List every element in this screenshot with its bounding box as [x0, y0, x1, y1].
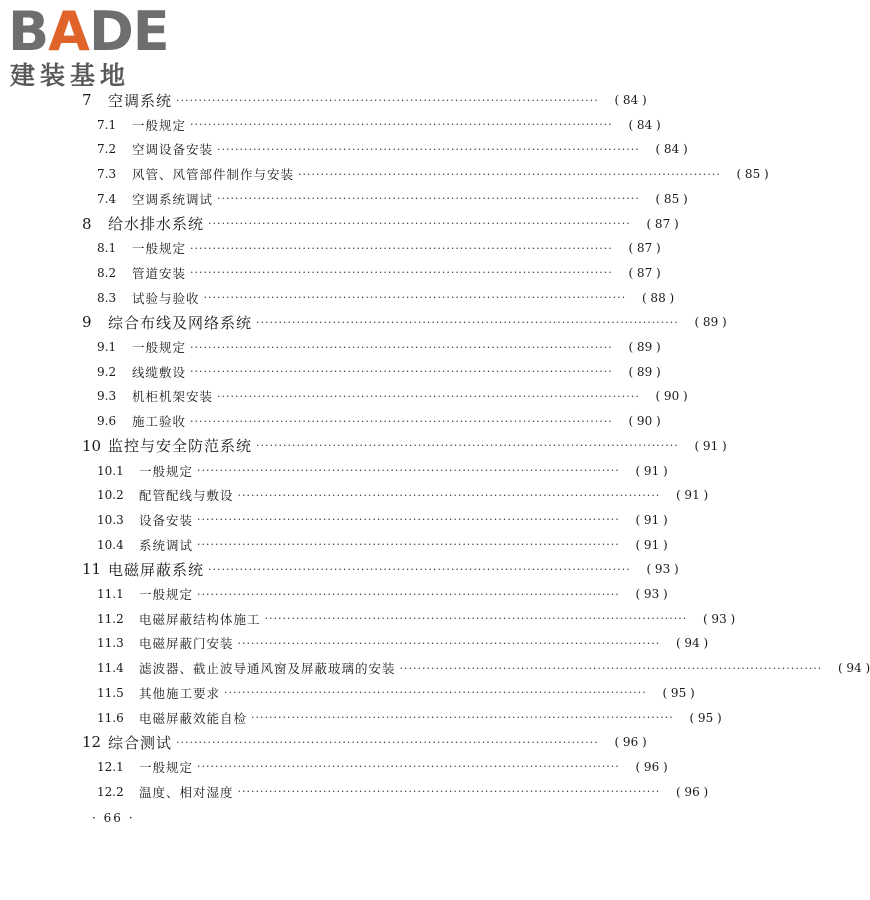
toc-entry-title: 空调系统 [108, 91, 173, 110]
toc-entry-page: ( 93 ) [646, 562, 679, 577]
toc-entry-number: 10.1 [97, 463, 124, 478]
logo-wordmark [8, 2, 169, 62]
toc-entry-page: ( 91 ) [635, 512, 668, 527]
toc-entry-page: ( 96 ) [614, 735, 647, 750]
toc-dot-leader: ······························································································ [251, 711, 674, 724]
toc-section-row [0, 360, 661, 384]
toc-dot-leader: ······························································································ [237, 488, 661, 502]
toc-section-row [0, 607, 736, 631]
toc-dot-leader: ······························································································ [217, 389, 640, 403]
toc-entry-title: 一般规定 [132, 117, 187, 133]
toc-section-row [0, 459, 668, 483]
toc-entry-title: 一般规定 [139, 759, 194, 775]
toc-entry-page: ( 93 ) [702, 611, 736, 626]
toc-dot-leader: ······························································································ [176, 93, 599, 107]
toc-entry-page: ( 84 ) [614, 93, 647, 107]
toc-dot-leader: ······························································································ [256, 315, 679, 329]
toc-entry-title: 温度、相对湿度 [139, 784, 234, 800]
toc-section-row [0, 508, 668, 532]
toc-dot-leader: ······························································································ [203, 291, 627, 305]
toc-entry-title: 配管配线与敷设 [139, 488, 234, 504]
toc-section-row [0, 113, 661, 137]
toc-chapter-row [0, 434, 727, 458]
toc-chapter-row [0, 212, 679, 236]
toc-entry-number: 10.3 [97, 512, 124, 527]
toc-entry-number: 10.4 [97, 537, 124, 552]
toc-dot-leader: ······························································································ [264, 612, 688, 626]
toc-entry-number: 8.3 [97, 290, 117, 305]
logo-letters-de: DE [88, 0, 169, 63]
toc-dot-leader: ······························································································ [190, 266, 613, 280]
toc-entry-number: 8 [82, 214, 92, 233]
toc-entry-page: ( 88 ) [641, 290, 675, 305]
toc-section-row [0, 286, 675, 310]
toc-section-row [0, 656, 870, 680]
toc-section-row [0, 755, 668, 779]
toc-section-row [0, 261, 661, 285]
toc-section-row [0, 384, 688, 408]
toc-entry-page: ( 96 ) [675, 784, 709, 799]
toc-entry-number: 11.6 [97, 710, 124, 725]
toc-entry-number: 9.6 [97, 414, 117, 429]
bade-logo [6, 0, 178, 90]
toc-entry-title: 一般规定 [132, 241, 187, 257]
toc-entry-title: 管道安装 [132, 265, 187, 281]
toc-section-row [0, 409, 661, 433]
toc-entry-page: ( 89 ) [694, 315, 727, 330]
toc-dot-leader: ······························································································ [217, 142, 640, 156]
toc-entry-page: ( 85 ) [736, 167, 769, 182]
toc-entry-title: 风管、风管部件制作与安装 [132, 167, 295, 183]
toc-section-row [0, 335, 661, 359]
toc-entry-title: 电磁屏蔽门安装 [139, 636, 234, 652]
toc-entry-title: 空调设备安装 [132, 142, 214, 158]
toc-entry-number: 7 [82, 91, 92, 109]
toc-dot-leader: ······························································································ [197, 513, 620, 527]
toc-entry-page: ( 89 ) [628, 340, 661, 354]
toc-entry-number: 12 [82, 733, 102, 752]
toc-section-row [0, 162, 769, 186]
toc-entry-number: 11 [82, 560, 102, 579]
toc-section-row [0, 236, 661, 260]
toc-entry-title: 一般规定 [139, 463, 194, 479]
toc-entry-page: ( 91 ) [635, 463, 668, 478]
toc-entry-title: 空调系统调试 [132, 191, 214, 207]
toc-dot-leader: ······························································································ [237, 636, 661, 650]
toc-entry-page: ( 91 ) [635, 537, 668, 552]
toc-dot-leader: ······························································································ [197, 587, 620, 601]
toc-entry-number: 11.2 [97, 611, 124, 626]
toc-entry-number: 7.2 [97, 142, 117, 157]
toc-entry-title: 电磁屏蔽系统 [108, 560, 205, 579]
toc-entry-page: ( 89 ) [628, 364, 661, 379]
toc-dot-leader: ······························································································ [190, 118, 613, 132]
toc-entry-title: 电磁屏蔽结构体施工 [139, 611, 261, 627]
toc-dot-leader: ······························································································ [190, 340, 613, 354]
toc-dot-leader: ······························································································ [176, 735, 599, 749]
toc-chapter-row [0, 310, 727, 334]
toc-entry-number: 9.2 [97, 364, 117, 379]
toc-entry-number: 11.3 [97, 636, 124, 651]
toc-dot-leader: ······························································································ [298, 167, 721, 181]
toc-entry-title: 综合测试 [108, 733, 173, 752]
toc-dot-leader: ······························································································ [256, 439, 679, 453]
toc-entry-number: 7.3 [97, 167, 117, 182]
toc-entry-number: 10.2 [97, 488, 124, 503]
toc-entry-title: 机柜机架安装 [132, 389, 214, 405]
toc-entry-page: ( 95 ) [662, 685, 695, 700]
toc-entry-title: 其他施工要求 [139, 685, 221, 701]
toc-entry-title: 给水排水系统 [108, 215, 205, 233]
toc-dot-leader: ······························································································ [224, 686, 647, 700]
toc-entry-title: 设备安装 [139, 512, 194, 528]
toc-entry-page: ( 87 ) [646, 216, 679, 231]
toc-dot-leader: ······························································································ [208, 217, 631, 230]
toc-entry-page: ( 93 ) [635, 587, 668, 601]
toc-entry-page: ( 87 ) [628, 241, 661, 256]
toc-entry-page: ( 85 ) [655, 191, 688, 206]
toc-entry-number: 11.5 [97, 685, 124, 700]
toc-entry-page: ( 94 ) [675, 636, 709, 651]
toc-entry-title: 系统调试 [139, 537, 194, 553]
toc-section-row [0, 631, 709, 655]
toc-entry-title: 线缆敷设 [132, 364, 187, 380]
toc-entry-page: ( 84 ) [655, 142, 688, 157]
toc-section-row [0, 483, 709, 507]
logo-letter-b: B [8, 0, 49, 63]
toc-dot-leader: ······························································································ [190, 241, 613, 255]
toc-entry-page: ( 95 ) [689, 710, 722, 725]
toc-entry-title: 试验与验收 [132, 290, 200, 306]
toc-entry-title: 一般规定 [132, 340, 187, 355]
toc-dot-leader: ······························································································ [190, 414, 613, 428]
logo-subtitle: 建装基地 [10, 61, 131, 90]
toc-entry-number: 12.2 [97, 784, 124, 799]
toc-entry-number: 12.1 [97, 759, 124, 774]
toc-entry-number: 7.1 [97, 117, 117, 132]
toc-dot-leader: ······························································································ [237, 785, 661, 799]
toc-entry-title: 综合布线及网络系统 [108, 313, 253, 332]
logo-letter-a: A [48, 0, 89, 63]
toc-dot-leader: ······························································································ [197, 760, 620, 774]
toc-entry-title: 施工验收 [132, 414, 187, 430]
page-number: · 66 · [92, 811, 135, 825]
toc-section-row [0, 187, 688, 211]
toc-entry-title: 一般规定 [139, 587, 194, 602]
toc-entry-number: 11.1 [97, 587, 124, 601]
toc-chapter-row [0, 557, 679, 581]
toc-dot-leader: ······························································································ [197, 464, 620, 477]
toc-entry-title: 电磁屏蔽效能自检 [139, 710, 248, 726]
toc-entry-page: ( 90 ) [628, 414, 661, 429]
toc-dot-leader: ······························································································ [399, 661, 823, 675]
toc-entry-number: 9.1 [97, 340, 117, 354]
toc-entry-page: ( 91 ) [694, 438, 727, 453]
toc-section-row [0, 681, 695, 705]
toc-section-row [0, 706, 722, 730]
toc-chapter-row [0, 730, 647, 754]
toc-entry-number: 11.4 [97, 661, 124, 676]
toc-entry-number: 10 [82, 436, 102, 455]
toc-entry-number: 9.3 [97, 389, 117, 404]
toc-entry-number: 8.1 [97, 241, 117, 256]
toc-dot-leader: ······························································································ [208, 562, 631, 576]
toc-section-row [0, 780, 709, 804]
toc-entry-page: ( 84 ) [628, 117, 661, 132]
toc-entry-number: 8.2 [97, 265, 117, 280]
toc-entry-page: ( 94 ) [837, 661, 870, 676]
toc-entry-number: 9 [82, 313, 92, 332]
toc-entry-page: ( 96 ) [635, 759, 668, 774]
toc-entry-page: ( 87 ) [628, 265, 661, 280]
toc-chapter-row [0, 88, 647, 112]
toc-dot-leader: ······························································································ [217, 192, 640, 206]
toc-section-row [0, 582, 668, 606]
toc-entry-title: 滤波器、截止波导通风窗及屏蔽玻璃的安装 [139, 661, 396, 677]
toc-section-row [0, 533, 668, 557]
toc-entry-number: 7.4 [97, 191, 117, 206]
toc-entry-title: 监控与安全防范系统 [108, 437, 253, 456]
toc-section-row [0, 137, 688, 161]
toc-entry-page: ( 91 ) [675, 488, 709, 503]
toc-dot-leader: ······························································································ [197, 538, 620, 552]
toc-entry-page: ( 90 ) [655, 389, 688, 404]
toc-dot-leader: ······························································································ [190, 365, 613, 379]
